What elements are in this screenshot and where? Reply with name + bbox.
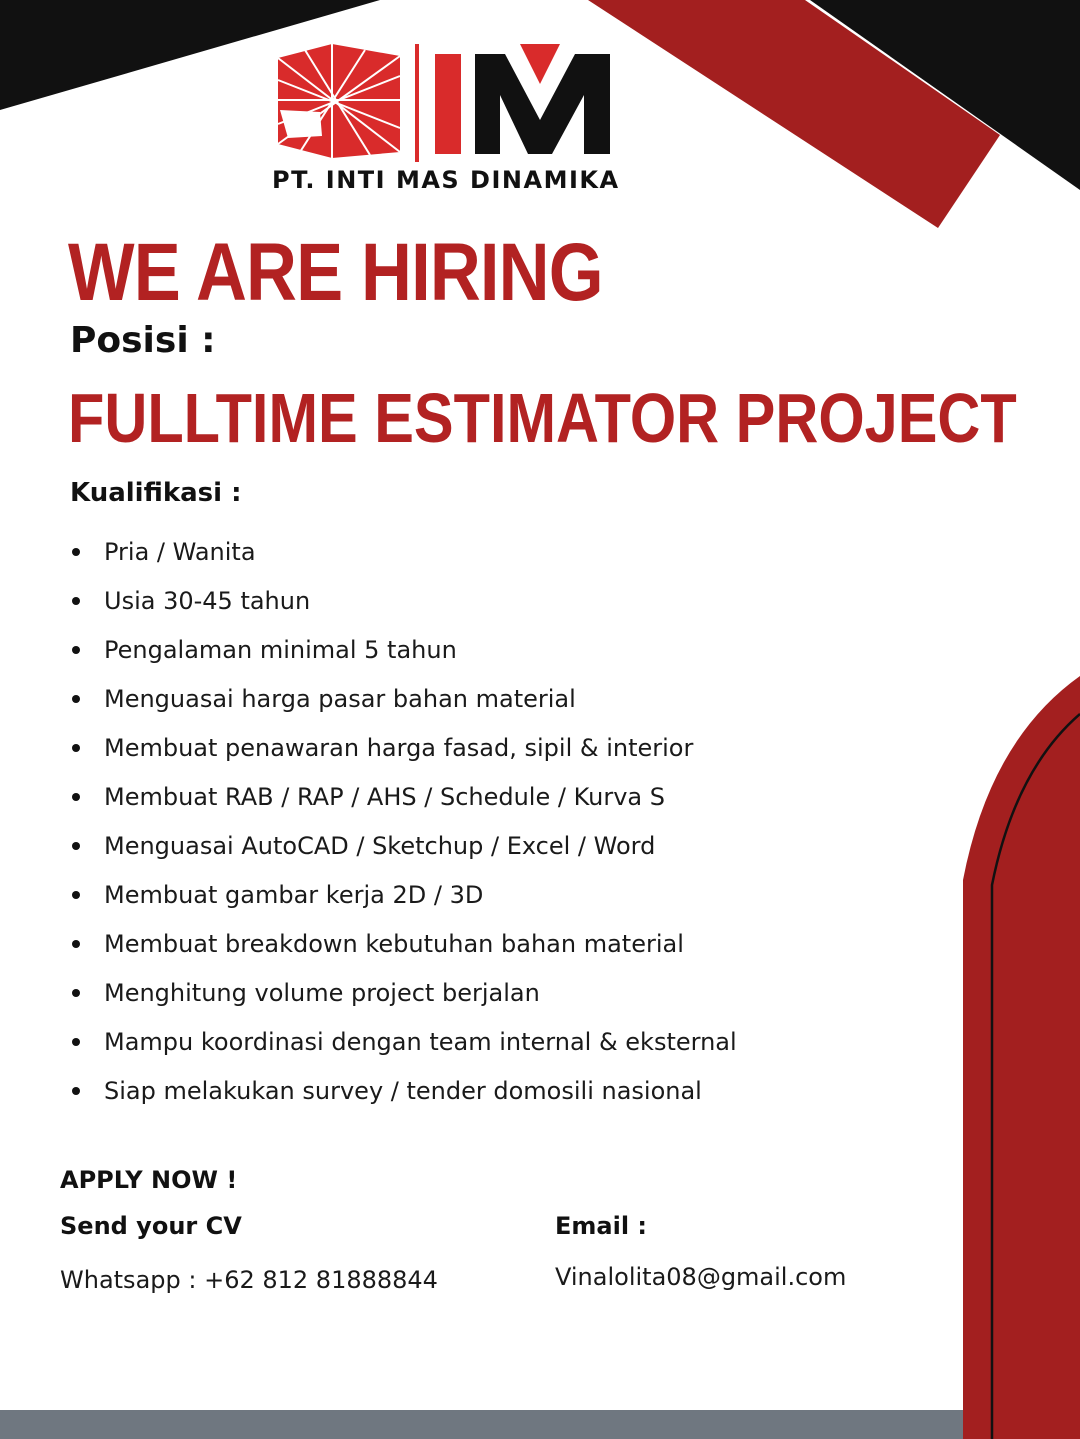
list-item: Mampu koordinasi dengan team internal & eksternal xyxy=(70,1020,737,1069)
list-item: Menguasai harga pasar bahan material xyxy=(70,677,737,726)
list-item: Membuat penawaran harga fasad, sipil & interior xyxy=(70,726,737,775)
headline: WE ARE HIRING xyxy=(68,227,603,318)
qualifications-label: Kualifikasi : xyxy=(70,478,242,508)
bottom-grey-bar xyxy=(0,1410,963,1439)
position-label: Posisi : xyxy=(70,320,216,361)
qualifications-list xyxy=(70,530,737,1118)
whatsapp-contact: Whatsapp : +62 812 81888844 xyxy=(60,1266,438,1294)
email-address: Vinalolita08@gmail.com xyxy=(555,1263,847,1291)
send-cv-label: Send your CV xyxy=(60,1212,242,1240)
apply-now-heading: APPLY NOW ! xyxy=(60,1166,238,1194)
company-name: PT. INTI MAS DINAMIKA xyxy=(272,166,620,194)
list-item: Membuat RAB / RAP / AHS / Schedule / Kurva S xyxy=(70,775,737,824)
list-item: Menguasai AutoCAD / Sketchup / Excel / Word xyxy=(70,824,737,873)
list-item: Usia 30-45 tahun xyxy=(70,579,737,628)
list-item: Pria / Wanita xyxy=(70,530,737,579)
email-label: Email : xyxy=(555,1212,648,1240)
position-title: FULLTIME ESTIMATOR PROJECT xyxy=(68,379,1017,457)
logo-letters-im xyxy=(435,44,610,154)
list-item: Membuat gambar kerja 2D / 3D xyxy=(70,873,737,922)
list-item: Membuat breakdown kebutuhan bahan material xyxy=(70,922,737,971)
logo-geometric-mark xyxy=(278,44,400,158)
list-item: Pengalaman minimal 5 tahun xyxy=(70,628,737,677)
list-item: Menghitung volume project berjalan xyxy=(70,971,737,1020)
logo-divider xyxy=(415,44,419,162)
list-item: Siap melakukan survey / tender domosili nasional xyxy=(70,1069,737,1118)
